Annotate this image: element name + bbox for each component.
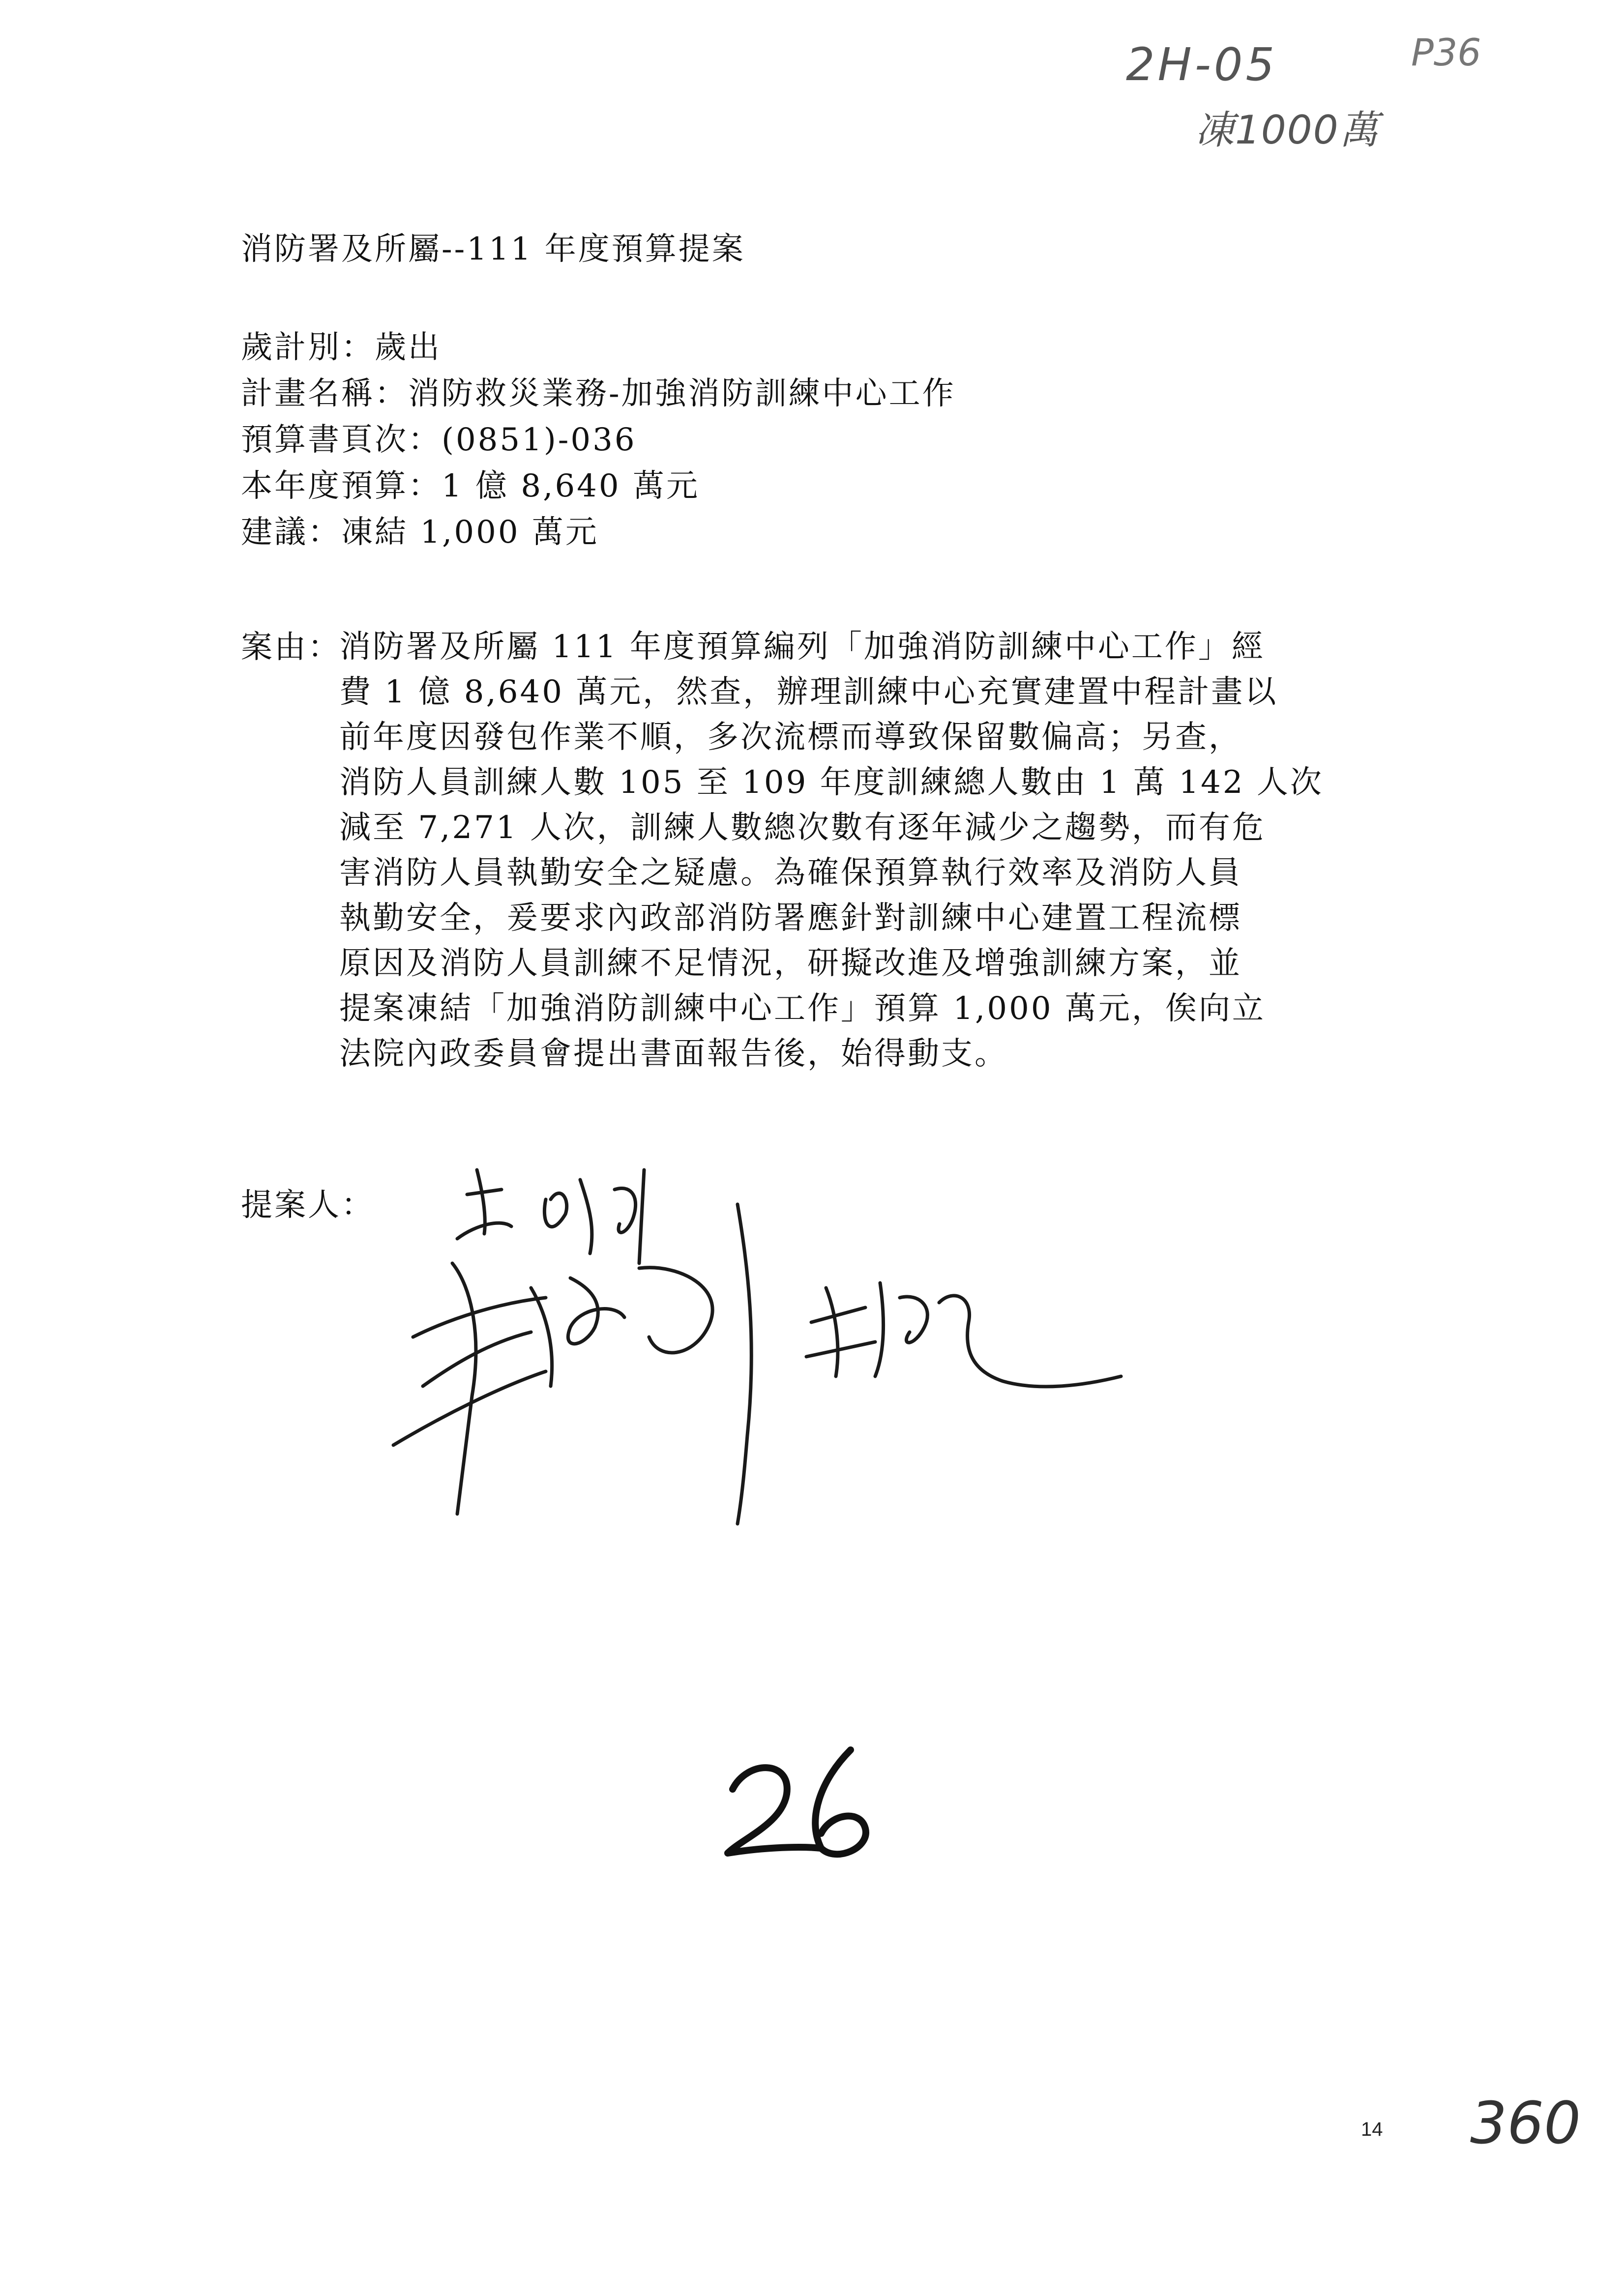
handwritten-freeze-note: 凍1000萬 <box>1195 107 1380 153</box>
info-line-recommendation: 建議：凍結 1,000 萬元 <box>241 514 599 551</box>
proposer-label: 提案人： <box>241 1187 375 1223</box>
info-block <box>241 324 956 555</box>
page-number: 14 <box>1361 2119 1383 2140</box>
reason-line: 原因及消防人員訓練不足情況，研擬改進及增強訓練方案，並 <box>339 945 1242 982</box>
reason-line: 法院內政委員會提出書面報告後，始得動支。 <box>339 1036 1008 1072</box>
info-line-budget-page: 預算書頁次：(0851)-036 <box>241 422 637 458</box>
info-line-annual-budget: 本年度預算：1 億 8,640 萬元 <box>241 468 700 504</box>
reason-line: 前年度因發包作業不順，多次流標而導致保留數偏高；另查， <box>339 719 1242 756</box>
reason-line: 費 1 億 8,640 萬元，然查，辦理訓練中心充實建置中程計畫以 <box>339 674 1278 710</box>
reason-line: 消防人員訓練人數 105 至 109 年度訓練總人數由 1 萬 142 人次 <box>339 764 1324 801</box>
reason-line: 減至 7,271 人次，訓練人數總次數有逐年減少之趨勢，而有危 <box>339 810 1266 846</box>
handwritten-ref-code: 2H-05 <box>1126 38 1277 91</box>
handwritten-signatures <box>384 1140 1170 1534</box>
document-title: 消防署及所屬--111 年度預算提案 <box>241 231 745 267</box>
handwritten-ref-page: P36 <box>1411 30 1481 74</box>
handwritten-large-number <box>723 1740 880 1868</box>
handwritten-page-total: 360 <box>1470 2089 1581 2157</box>
info-line-category: 歲計別：歲出 <box>241 329 442 366</box>
reason-body <box>339 624 1382 1076</box>
reason-line: 害消防人員執勤安全之疑慮。為確保預算執行效率及消防人員 <box>339 855 1242 891</box>
reason-label: 案由： <box>241 629 341 666</box>
reason-line: 提案凍結「加強消防訓練中心工作」預算 1,000 萬元，俟向立 <box>339 990 1266 1027</box>
info-line-plan-name: 計畫名稱：消防救災業務-加強消防訓練中心工作 <box>241 376 956 412</box>
reason-line: 消防署及所屬 111 年度預算編列「加強消防訓練中心工作」經 <box>339 629 1265 665</box>
reason-line: 執勤安全，爰要求內政部消防署應針對訓練中心建置工程流標 <box>339 900 1242 936</box>
